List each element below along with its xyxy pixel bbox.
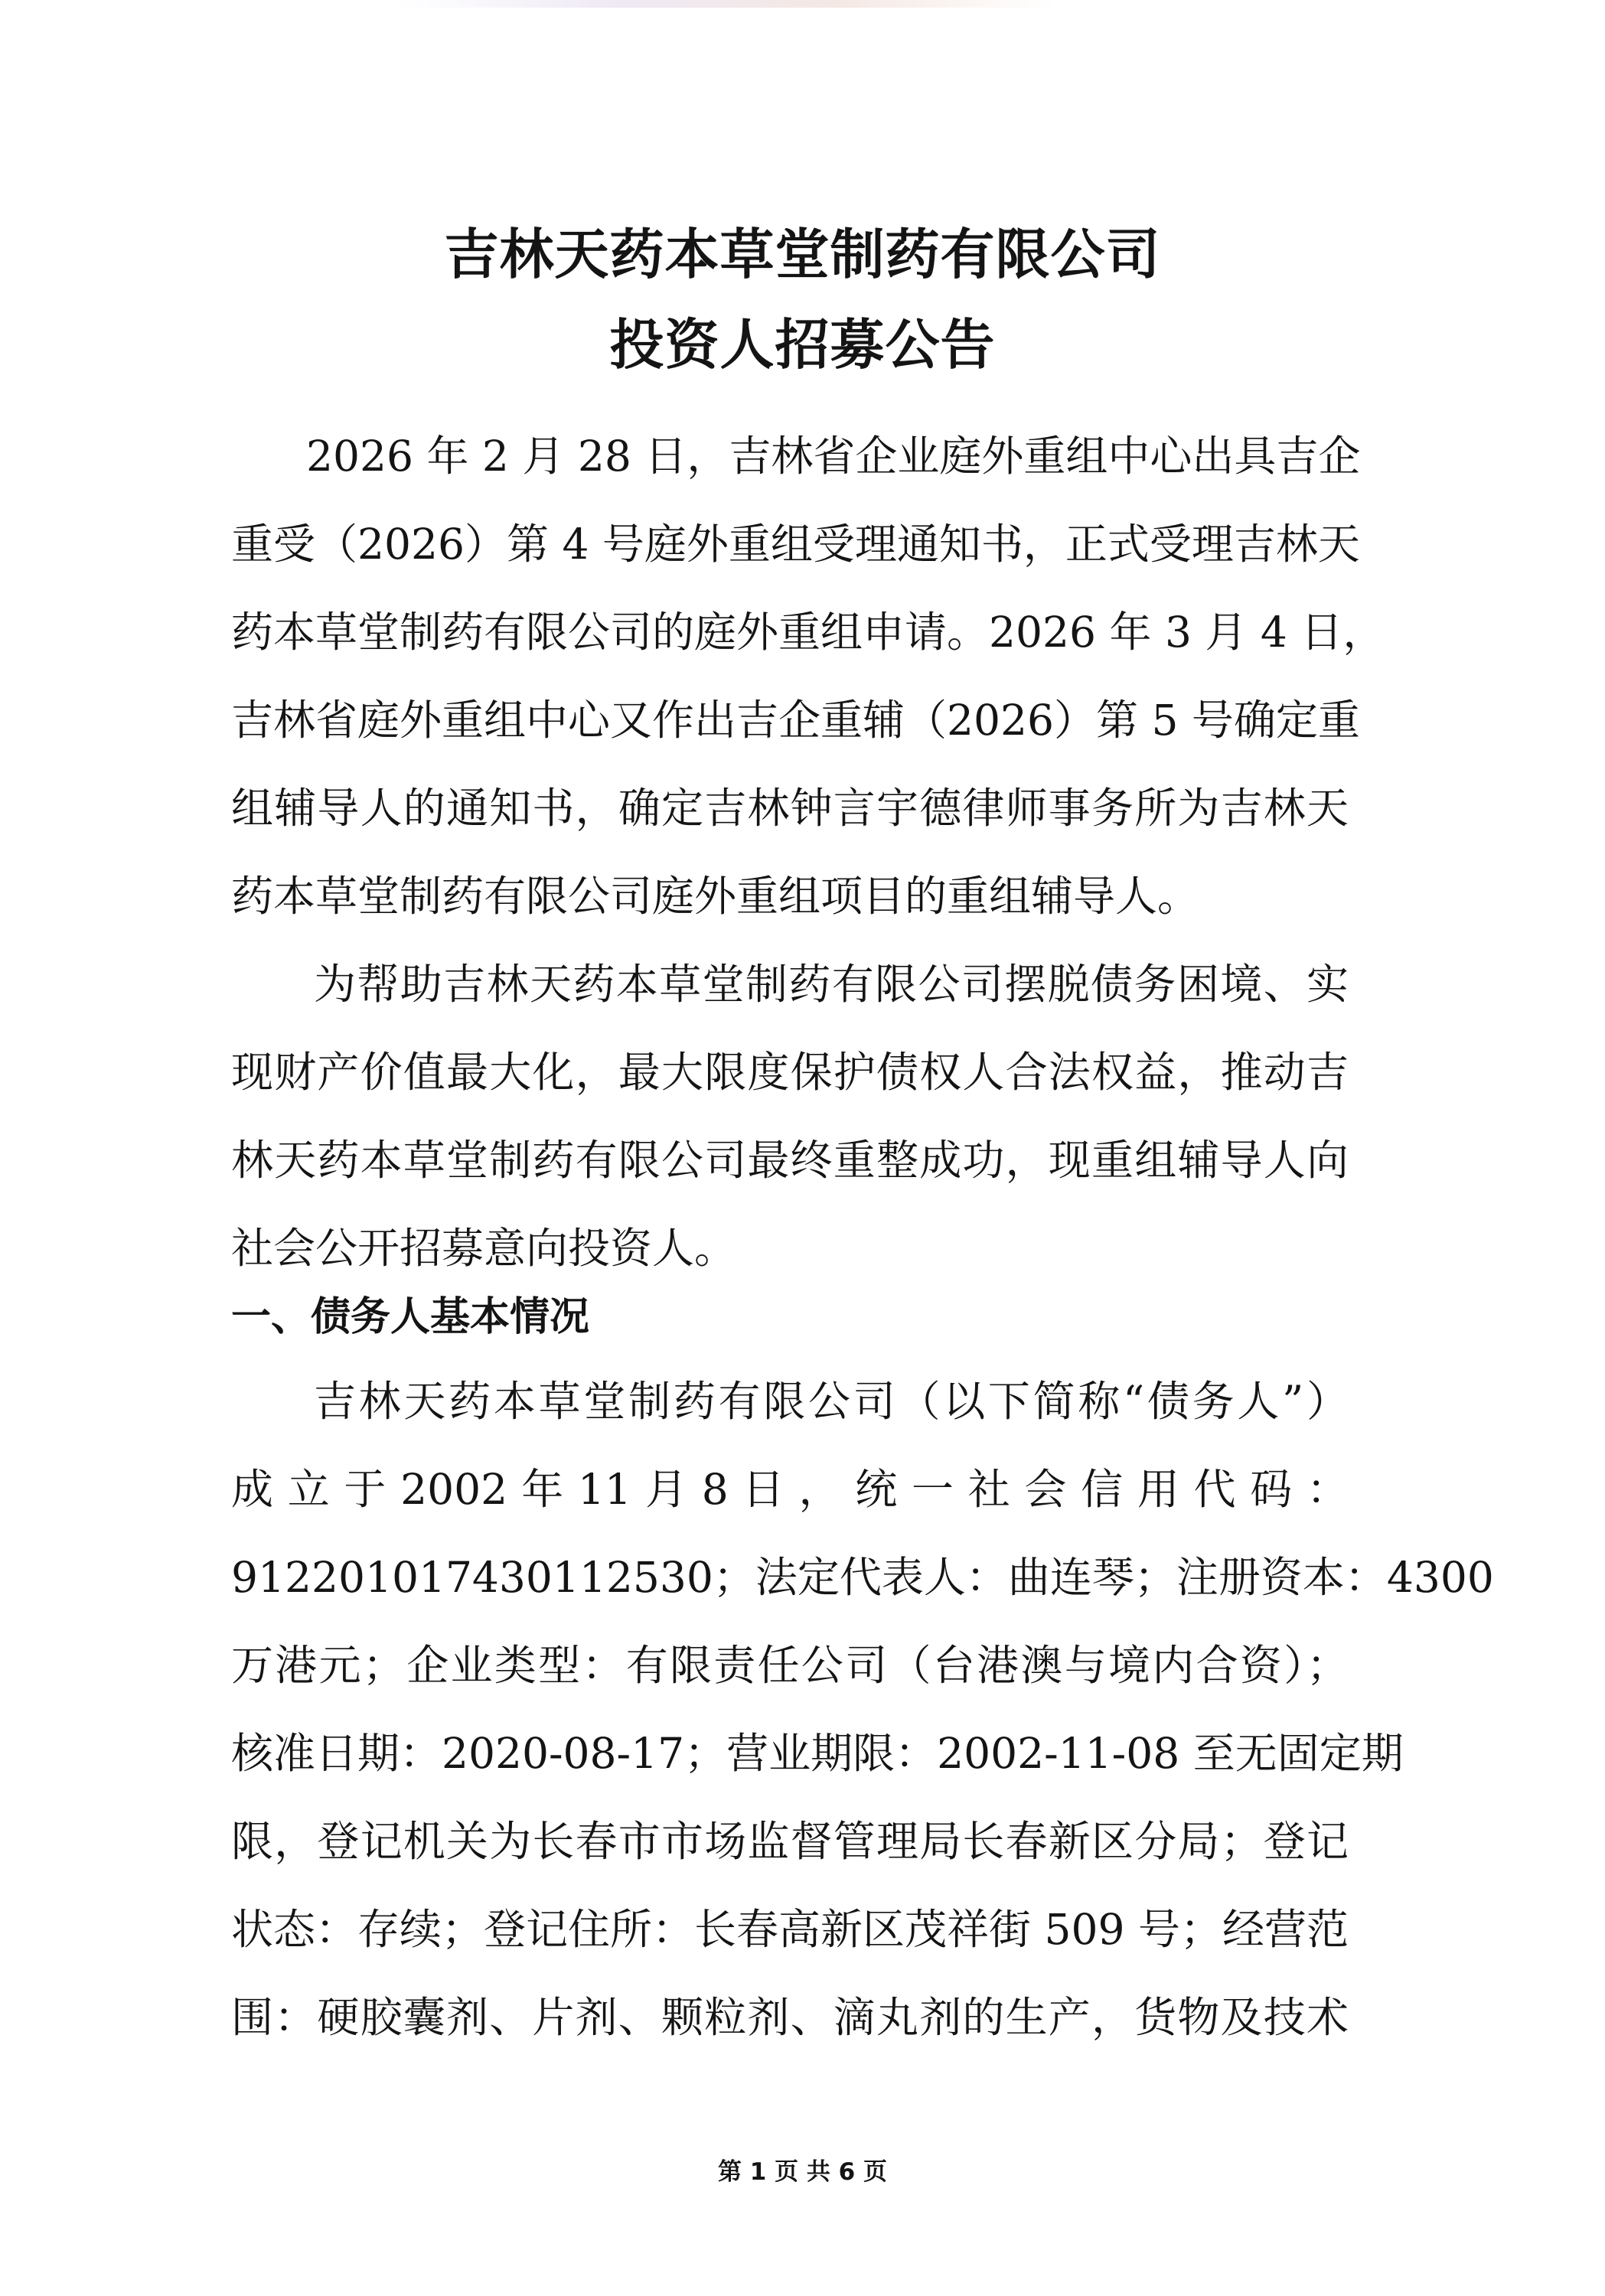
- paragraph-3-line-4: 万港元；企业类型：有限责任公司（台港澳与境内合资）；: [231, 1641, 1349, 1690]
- paragraph-1-line-4: 吉林省庭外重组中心又作出吉企重辅（2026）第 5 号确定重: [231, 696, 1360, 745]
- page-number-footer: 第 1 页 共 6 页: [717, 2158, 888, 2186]
- paragraph-3-line-2: 成 立 于 2002 年 11 月 8 日 ， 统 一 社 会 信 用 代 码 ：: [231, 1465, 1349, 1514]
- paragraph-3-line-6: 限，登记机关为长春市市场监督管理局长春新区分局；登记: [231, 1817, 1349, 1866]
- scan-edge-mark: [398, 0, 1056, 8]
- paragraph-1-line-1: 2026 年 2 月 28 日，吉林省企业庭外重组中心出具吉企: [306, 432, 1361, 481]
- paragraph-3-line-3: 912201017430112530；法定代表人：曲连琴；注册资本：4300: [231, 1553, 1494, 1602]
- paragraph-1-line-2: 重受（2026）第 4 号庭外重组受理通知书，正式受理吉林天: [231, 520, 1360, 569]
- paragraph-3-line-5: 核准日期：2020-08-17；营业期限：2002-11-08 至无固定期: [231, 1729, 1404, 1778]
- paragraph-1-line-5: 组辅导人的通知书，确定吉林钟言宇德律师事务所为吉林天: [231, 784, 1349, 833]
- paragraph-2-line-3: 林天药本草堂制药有限公司最终重整成功，现重组辅导人向: [231, 1136, 1349, 1185]
- paragraph-2-line-4: 社会公开招募意向投资人。: [231, 1224, 737, 1273]
- paragraph-2-line-1: 为帮助吉林天药本草堂制药有限公司摆脱债务困境、实: [314, 960, 1349, 1009]
- paragraph-1-line-3: 药本草堂制药有限公司的庭外重组申请。2026 年 3 月 4 日，: [231, 608, 1385, 657]
- paragraph-3-line-8: 围：硬胶囊剂、片剂、颗粒剂、滴丸剂的生产，货物及技术: [231, 1993, 1349, 2042]
- paragraph-1-line-6: 药本草堂制药有限公司庭外重组项目的重组辅导人。: [231, 872, 1200, 921]
- document-title-line-1: 吉林天药本草堂制药有限公司: [444, 223, 1161, 286]
- paragraph-2-line-2: 现财产价值最大化，最大限度保护债权人合法权益，推动吉: [231, 1048, 1349, 1097]
- section-1-heading: 一、债务人基本情况: [231, 1294, 590, 1340]
- paragraph-3-line-1: 吉林天药本草堂制药有限公司（以下简称“债务人”）: [314, 1377, 1349, 1426]
- document-title-line-2: 投资人招募公告: [609, 313, 996, 377]
- paragraph-3-line-7: 状态：存续；登记住所：长春高新区茂祥街 509 号；经营范: [231, 1905, 1349, 1954]
